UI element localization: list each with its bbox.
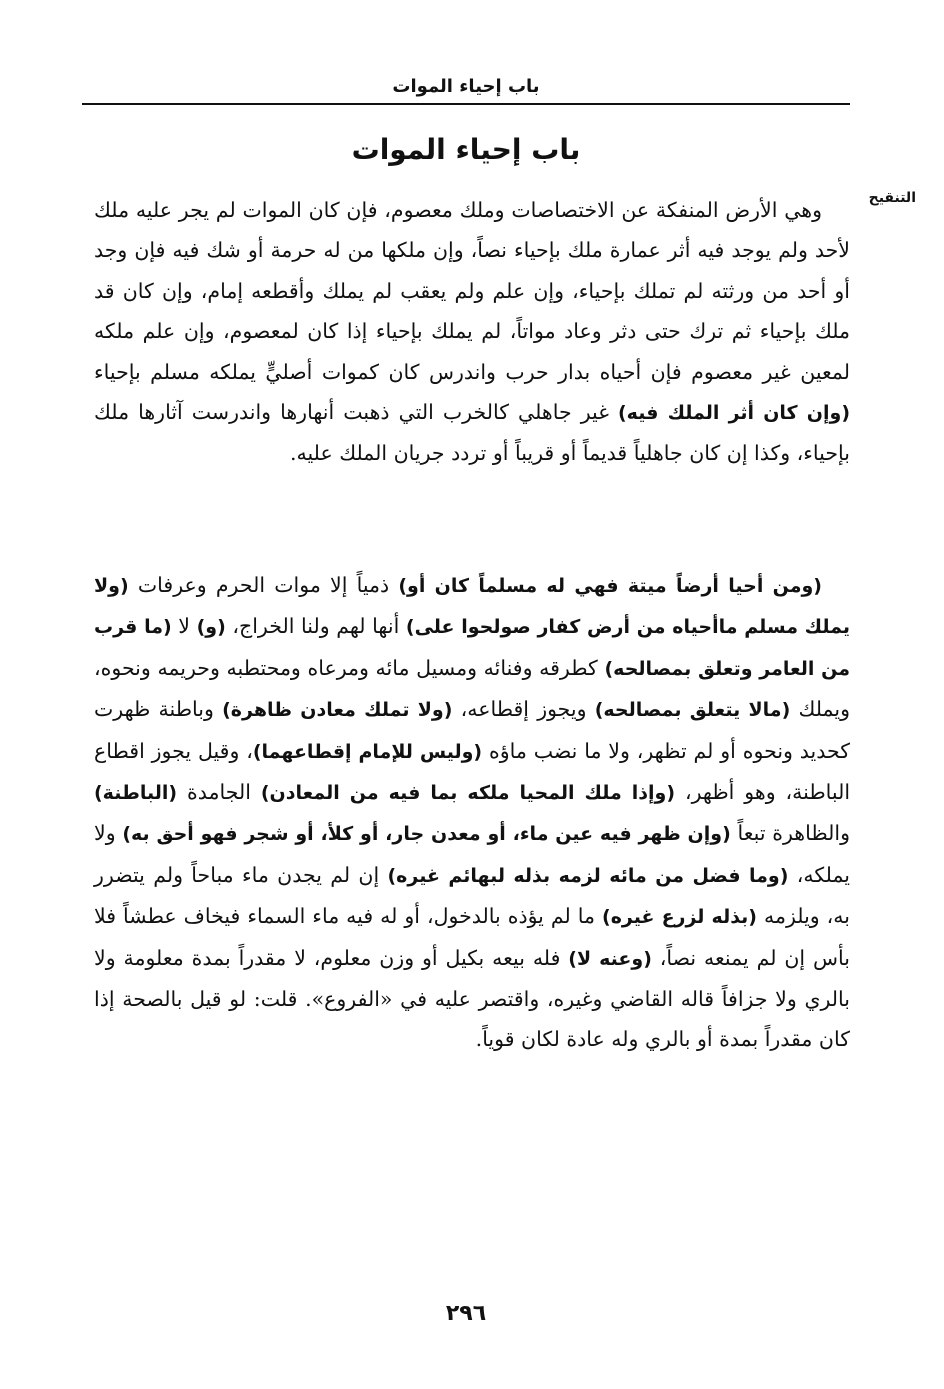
matn-span: (وعنه لا) <box>568 947 652 970</box>
chapter-title: باب إحياء الموات <box>351 133 581 166</box>
paragraph-definition <box>94 190 850 474</box>
matn-span: (وليس للإمام إقطاعهما) <box>252 740 483 763</box>
text-span: إن لم يجدن ماء مباحاً ولم يتضرر به، ويلزمه <box>94 862 850 929</box>
text-span: كطرقه وفنائه ومسيل مائه ومرعاه ومحتطبه وحريمه ونحوه، ويملك <box>94 655 850 722</box>
matn-span: (وإن ظهر فيه عين ماء، أو معدن جار، أو كلأ، أو شجر فهو أحق به) <box>122 823 731 846</box>
text-span: ويجوز إقطاعه، <box>452 697 595 722</box>
text-span: وباطنة ظهرت كحديد ونحوه أو لم تظهر، ولا ما نضب ماؤه <box>94 697 851 763</box>
matn-span: (بذله لزرع غيره) <box>602 906 757 929</box>
text-span: لا <box>171 614 197 639</box>
matn-span: (ومن أحيا أرضاً ميتة فهي له مسلماً كان أو) <box>398 575 822 597</box>
matn-span: (وما فضل من مائه لزمه بذله لبهائم غيره) <box>387 864 789 887</box>
text-span: ما لم يؤذه بالدخول، أو له فيه ماء السماء فيخاف عطشاً فلا بأس إن لم يمنعه نصاً، <box>94 904 850 970</box>
matn-span: (ولا يملك مسلم ماأحياه من أرض كفار صولحوا على) <box>94 575 850 639</box>
paragraph-rulings <box>94 565 850 1060</box>
text-span: ولا يملكه، <box>94 821 851 887</box>
side-note-label: التنقيح <box>868 190 916 206</box>
text-span: وهي الأرض المنفكة عن الاختصاصات وملك معصوم، فإن كان الموات لم يجر عليه ملك لأحد ولم يوجد فيه أثر عمارة ملك بإحياء نصاً، وإن ملكها من له حرمة أو شك فيه فإن وجد أو أحد من ورثته لم تملك بإحياء، وإن علم ولم يعقب لم يملك وأقطعه إمام، وإن كان قد ملك بإحياء ثم ترك حتى دثر وعاد مواتاً، لم يملك بإحياء إذا كان لمعصوم، وإن علم ملكه لمعين غير معصوم فإن أحياه بدار حرب واندرس كان كموات أصليٍّ يملكه مسلم بإحياء <box>94 198 850 384</box>
text-span: فله بيعه بكيل أو وزن معلوم، لا مقدراً بمدة معلومة ولا بالري ولا جزافاً قاله القاضي وغيره، واقتصر عليه في «الفروع». قلت: لو قيل بالصحة إذا كان مقدراً بمدة أو بالري وله عادة لكان قوياً. <box>94 945 850 1052</box>
text-span: غير جاهلي كالخرب التي ذهبت أنهارها واندرست آثارها ملك بإحياء، وكذا إن كان جاهلياً قديماً أو قريباً أو تردد جريان الملك عليه. <box>94 400 850 466</box>
page-number: ٢٩٦ <box>445 1301 487 1326</box>
matn-span: (الباطنة) <box>94 782 178 805</box>
matn-span: (مالا يتعلق بمصالحه) <box>594 699 791 722</box>
header-rule <box>82 103 850 105</box>
matn-span: (ولا تملك معادن ظاهرة) <box>222 699 453 722</box>
text-span: أنها لهم ولنا الخراج، <box>225 614 406 639</box>
matn-span: (ما قرب من العامر وتعلق بمصالحه) <box>94 616 851 680</box>
text-span: ، وقيل يجوز اقطاع الباطنة، وهو أظهر، <box>94 738 851 805</box>
matn-span: (وإذا ملك المحيا ملكه بما فيه من المعادن) <box>260 782 676 805</box>
text-span: والظاهرة تبعاً <box>730 821 851 846</box>
matn-span: (وإن كان أثر الملك فيه) <box>618 402 851 425</box>
text-span: الجامدة <box>177 780 261 805</box>
text-span: ذمياً إلا موات الحرم وعرفات <box>128 573 399 597</box>
matn-span: (و) <box>196 616 226 639</box>
running-header: باب إحياء الموات <box>392 76 540 97</box>
